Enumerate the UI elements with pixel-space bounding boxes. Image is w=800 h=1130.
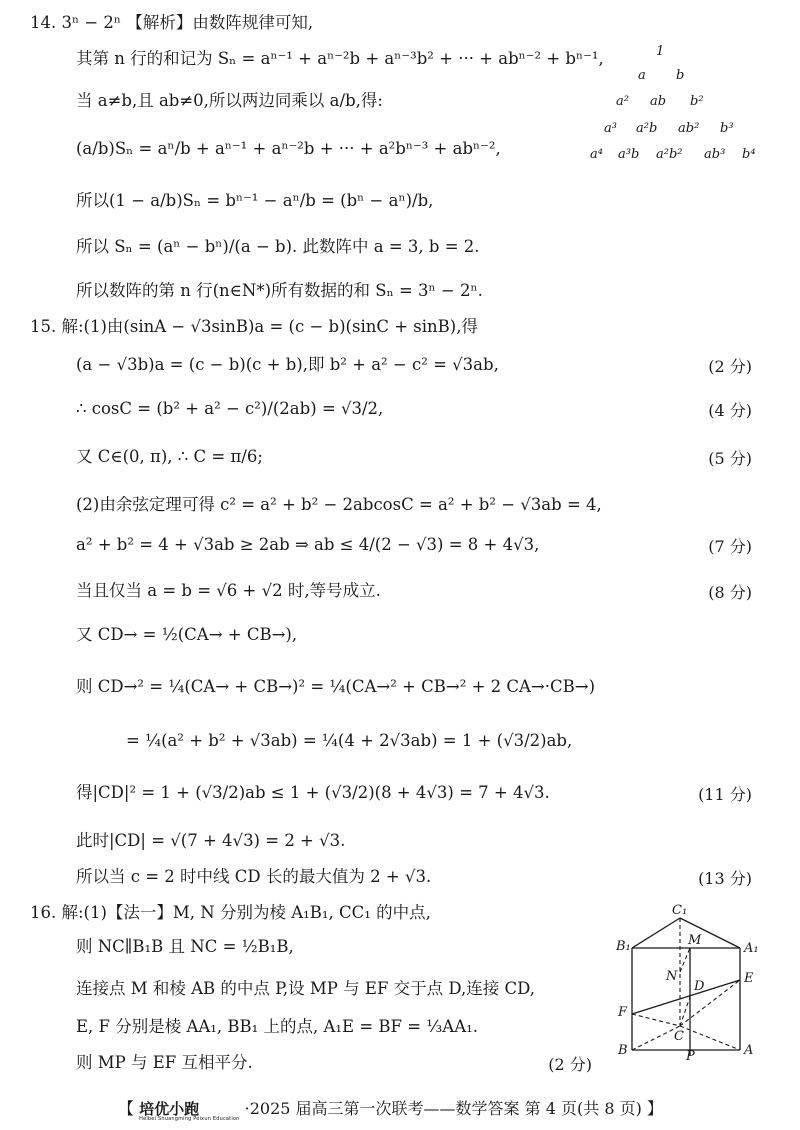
- q16-line-4: E, F 分别是棱 AA₁, BB₁ 上的点, A₁E = BF = ⅓AA₁.: [76, 1017, 478, 1036]
- q15-points-4: (7 分): [708, 537, 752, 556]
- label-C: C: [674, 1029, 684, 1044]
- label-C1: C₁: [672, 903, 688, 918]
- label-B: B: [618, 1043, 628, 1058]
- q15-points-5: (8 分): [708, 583, 752, 602]
- triangle-term: a⁴: [590, 147, 603, 162]
- label-E: E: [744, 971, 754, 986]
- footer-text: ·2025 届高三第一次联考——数学答案 第 4 页(共 8 页): [244, 1099, 642, 1118]
- triangle-term: ab: [650, 94, 667, 109]
- q15-line-12: 此时|CD| = √(7 + 4√3) = 2 + √3.: [76, 831, 346, 850]
- q15-line-4: 又 C∈(0, π), ∴ C = π/6;: [76, 447, 263, 466]
- q16-line-3: 连接点 M 和棱 AB 的中点 P,设 MP 与 EF 交于点 D,连接 CD,: [76, 979, 536, 998]
- label-F: F: [618, 1005, 628, 1020]
- triangle-term: a²: [616, 94, 629, 109]
- q15-line-2: (a − √3b)a = (c − b)(c + b),即 b² + a² − c² = √3ab,: [76, 355, 499, 374]
- q15-points-1: (2 分): [708, 357, 752, 376]
- q15-points-2: (4 分): [708, 401, 752, 420]
- label-D: D: [694, 979, 705, 994]
- q15-line-5: (2)由余弦定理可得 c² = a² + b² − 2abcosC = a² + b² − √3ab = 4,: [76, 495, 602, 514]
- q15-points-6: (11 分): [698, 785, 752, 804]
- label-A1: A₁: [744, 941, 759, 956]
- label-A: A: [744, 1043, 754, 1058]
- q15-points-3: (5 分): [708, 449, 752, 468]
- q15-points-7: (13 分): [698, 869, 752, 888]
- triangle-term: b⁴: [742, 147, 756, 162]
- triangle-term: a: [638, 68, 646, 83]
- q15-line-10: = ¼(a² + b² + √3ab) = ¼(4 + 2√3ab) = 1 + (√3/2)ab,: [126, 731, 573, 750]
- q14-line-3: 当 a≠b,且 ab≠0,所以两边同乘以 a/b,得:: [76, 91, 383, 110]
- q15-line-9: 则 CD→² = ¼(CA→ + CB→)² = ¼(CA→² + CB→² + 2 CA→·CB→): [76, 677, 596, 696]
- footer-close-bracket: 】: [646, 1099, 663, 1118]
- triangle-term: ab³: [704, 147, 726, 162]
- q16-line-2: 则 NC∥B₁B 且 NC = ½B₁B,: [76, 937, 294, 956]
- q14-line-6: 所以 Sₙ = (aⁿ − bⁿ)/(a − b). 此数阵中 a = 3, b = 2.: [76, 237, 480, 256]
- label-M: M: [688, 933, 702, 948]
- q14-line-7: 所以数阵的第 n 行(n∈N*)所有数据的和 Sₙ = 3ⁿ − 2ⁿ.: [76, 281, 483, 300]
- triangle-term: a³: [604, 121, 617, 136]
- triangle-term: ab²: [678, 121, 700, 136]
- triangle-term: a²b²: [656, 147, 683, 162]
- q14-line-4: (a/b)Sₙ = aⁿ/b + aⁿ⁻¹ + aⁿ⁻²b + ··· + a²bⁿ⁻³ + abⁿ⁻²,: [76, 139, 501, 158]
- q15-line-11: 得|CD|² = 1 + (√3/2)ab ≤ 1 + (√3/2)(8 + 4√3) = 7 + 4√3.: [76, 783, 550, 802]
- q16-line-1: 16. 解:(1)【法一】M, N 分别为棱 A₁B₁, CC₁ 的中点,: [30, 903, 431, 922]
- q16-points-1: (2 分): [548, 1055, 592, 1074]
- q15-line-6: a² + b² = 4 + √3ab ≥ 2ab ⇒ ab ≤ 4/(2 − √3) = 8 + 4√3,: [76, 535, 540, 554]
- triangle-term: 1: [656, 44, 665, 59]
- page-footer: [118, 1096, 663, 1122]
- footer-open-bracket: 【: [118, 1099, 135, 1118]
- brand-name: 培优小跑: [139, 1099, 200, 1118]
- label-B1: B₁: [616, 939, 631, 954]
- prism-figure: [610, 900, 770, 1060]
- q15-line-7: 当且仅当 a = b = √6 + √2 时,等号成立.: [76, 581, 381, 600]
- triangle-term: b³: [720, 121, 734, 136]
- label-P: P: [686, 1049, 695, 1060]
- triangle-term: b²: [690, 94, 704, 109]
- brand-logo: [139, 1098, 239, 1122]
- brand-subtitle: Heibei Shuangming Peixun Education: [139, 1115, 240, 1122]
- q15-line-1: 15. 解:(1)由(sinA − √3sinB)a = (c − b)(sinC + sinB),得: [30, 317, 478, 336]
- triangle-term: b: [676, 68, 685, 83]
- q14-line-2: 其第 n 行的和记为 Sₙ = aⁿ⁻¹ + aⁿ⁻²b + aⁿ⁻³b² + ··· + abⁿ⁻² + bⁿ⁻¹,: [76, 49, 604, 68]
- q15-line-8: 又 CD→ = ½(CA→ + CB→),: [76, 625, 298, 644]
- q14-line-5: 所以(1 − a/b)Sₙ = bⁿ⁻¹ − aⁿ/b = (bⁿ − aⁿ)/b,: [76, 191, 434, 210]
- triangle-term: a²b: [636, 121, 658, 136]
- label-N: N: [666, 969, 678, 984]
- q15-line-13: 所以当 c = 2 时中线 CD 长的最大值为 2 + √3.: [76, 867, 432, 886]
- triangle-term: a³b: [618, 147, 640, 162]
- q16-line-5: 则 MP 与 EF 互相平分.: [76, 1053, 253, 1072]
- q14-line-1: 14. 3ⁿ − 2ⁿ 【解析】由数阵规律可知,: [30, 13, 314, 32]
- q15-line-3: ∴ cosC = (b² + a² − c²)/(2ab) = √3/2,: [76, 399, 384, 418]
